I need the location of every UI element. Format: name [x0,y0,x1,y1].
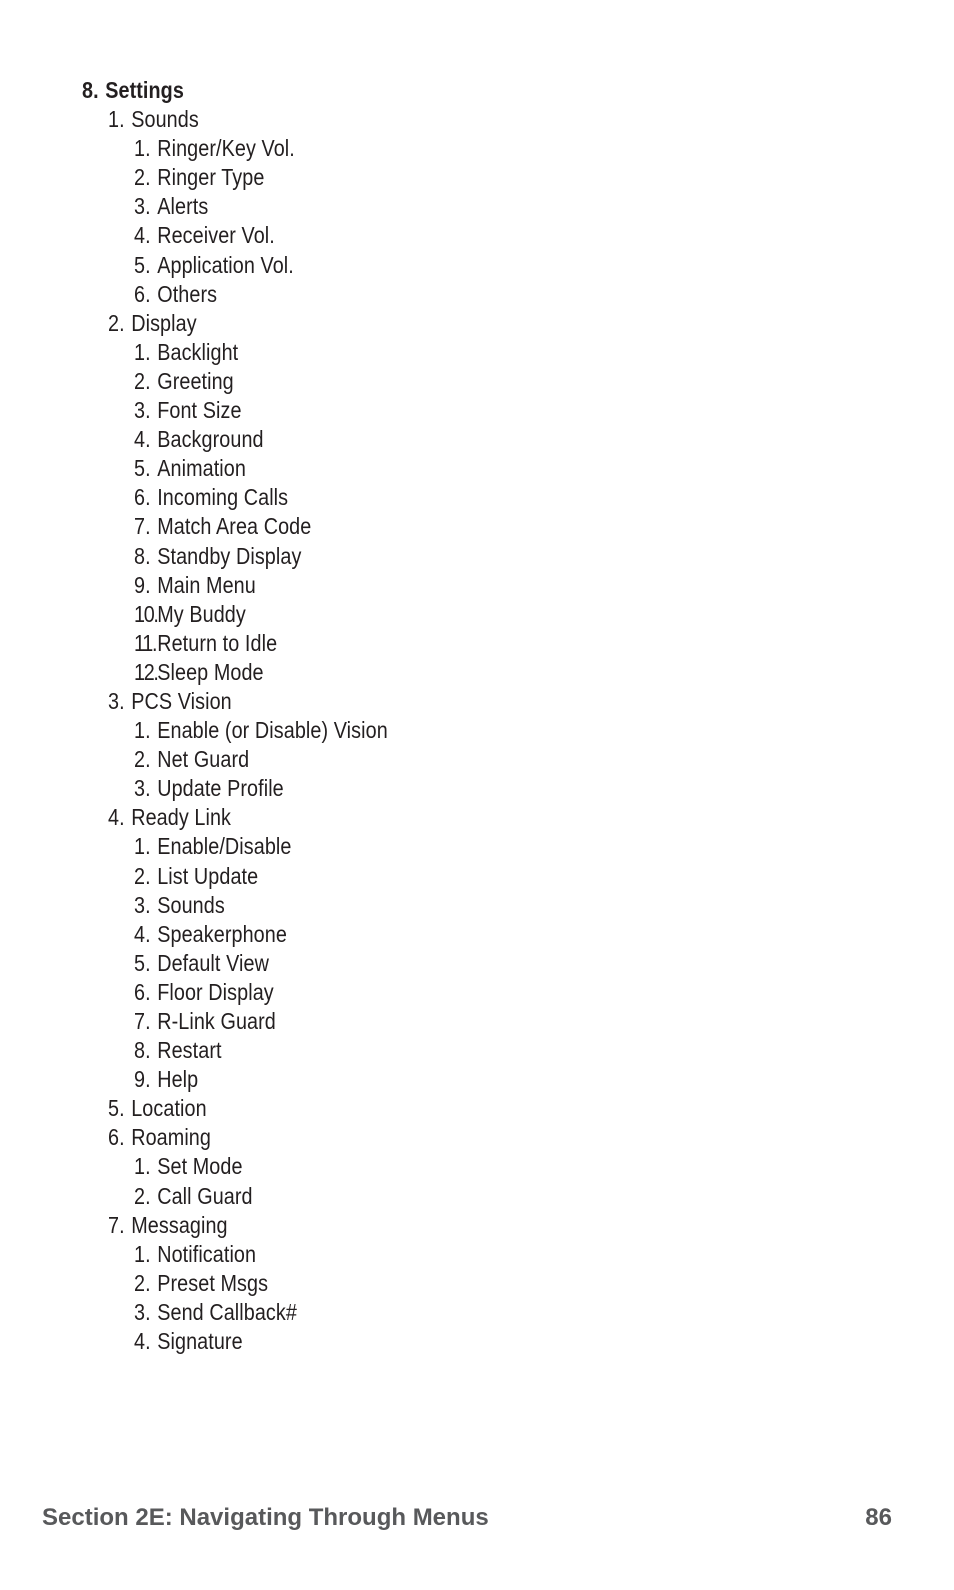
submenu-option-number: 6. [134,978,151,1005]
submenu-option-number: 9. [134,571,151,598]
submenu-option [134,454,388,483]
submenu-option [134,542,388,571]
submenu-option-label: Others [157,280,218,307]
submenu-option [134,716,388,745]
submenu-option-label: Set Mode [157,1153,243,1180]
submenu-option [134,134,388,163]
submenu-option [134,1007,388,1036]
submenu-option-number: 3. [134,775,151,802]
submenu-option-number: 7. [134,1008,151,1034]
submenu-item [108,1123,384,1152]
submenu-option-label: Match Area Code [157,513,312,540]
submenu-option [134,949,388,978]
submenu-option-label: Backlight [157,338,239,365]
submenu-option-label: Application Vol. [157,251,294,278]
submenu-option-label: Net Guard [157,746,250,773]
settings-menu-outline [82,76,429,1356]
submenu-option-number: 5. [134,949,151,976]
submenu-option-number: 3. [134,891,151,918]
submenu-item-label: Display [131,309,197,336]
submenu-item-label: Roaming [131,1124,211,1151]
submenu-item-number: 7. [108,1211,125,1238]
submenu-option-number: 4. [134,1328,151,1355]
submenu-option-label: Enable/Disable [157,833,292,860]
submenu-option-label: Alerts [157,193,209,220]
submenu-option-number: 8. [134,1037,151,1064]
submenu-option-label: Background [157,426,264,453]
submenu-option-label: Receiver Vol. [157,222,275,249]
submenu-option [134,658,388,687]
submenu-item-label: PCS Vision [131,687,232,714]
submenu-option-number: 1. [134,1240,151,1267]
submenu-item-label: Messaging [131,1211,228,1238]
submenu-option-label: Return to Idle [157,629,278,656]
submenu-option [134,978,388,1007]
submenu-option [134,920,388,949]
submenu-option [134,891,388,920]
submenu-item-number: 2. [108,309,125,336]
submenu-option-label: Floor Display [157,978,274,1005]
submenu-option-label: Animation [157,455,246,482]
submenu-item [108,309,384,338]
submenu-option-label: Ringer/Key Vol. [157,135,295,162]
page-footer [42,1504,892,1536]
submenu-option-number: 9. [134,1066,151,1093]
submenu-option-number: 1. [134,338,151,365]
submenu-item [108,687,384,716]
submenu-option-number: 4. [134,920,151,947]
submenu-option [134,425,388,454]
submenu-option [134,221,388,250]
submenu-option-label: Restart [157,1037,222,1064]
menu-heading-number: 8. [82,77,99,103]
submenu-option-number: 5. [134,251,151,278]
submenu-option-label: Greeting [157,367,234,394]
submenu-option-label: List Update [157,862,259,889]
submenu-item [108,105,384,134]
submenu-item-number: 6. [108,1124,125,1151]
page-number: 86 [865,1504,892,1531]
submenu-option-number: 4. [134,222,151,249]
submenu-option [134,1182,388,1211]
submenu-option-label: Call Guard [157,1182,253,1209]
submenu-item-label: Sounds [131,106,199,133]
submenu-option [134,280,388,309]
submenu-option-number: 2. [134,367,151,394]
submenu-option-number: 3. [134,193,151,220]
submenu-option-label: Speakerphone [157,920,287,947]
submenu-option-number: 12. [134,658,158,685]
submenu-option-label: Default View [157,949,269,976]
submenu-item-number: 5. [108,1095,125,1122]
submenu-option-number: 1. [134,717,151,744]
submenu-option-label: R-Link Guard [157,1008,276,1034]
submenu-option-number: 2. [134,164,151,191]
submenu-option [134,1298,388,1327]
submenu-option-number: 6. [134,280,151,307]
submenu-option-label: Ringer Type [157,164,265,191]
submenu-option-number: 6. [134,484,151,511]
submenu-option-number: 1. [134,1153,151,1180]
submenu-option [134,1327,388,1356]
submenu-option-number: 1. [134,135,151,162]
submenu-option-number: 3. [134,397,151,424]
submenu-option-label: Help [157,1066,199,1093]
submenu-item [108,1211,384,1240]
submenu-item [108,803,384,832]
submenu-option [134,1240,388,1269]
submenu-option [134,396,388,425]
submenu-option-label: Standby Display [157,542,302,569]
submenu-option-label: Send Callback# [157,1298,297,1325]
submenu-option [134,862,388,891]
submenu-option-number: 3. [134,1298,151,1325]
submenu-option [134,629,388,658]
submenu-option [134,483,388,512]
submenu-option-number: 7. [134,513,151,540]
section-title: Section 2E: Navigating Through Menus [42,1504,489,1531]
submenu-option-label: My Buddy [157,600,246,627]
submenu-option [134,163,388,192]
submenu-option-label: Main Menu [157,571,256,598]
submenu-option-label: Sounds [157,891,225,918]
submenu-option-label: Incoming Calls [157,484,289,511]
submenu-option-label: Enable (or Disable) Vision [157,717,388,744]
menu-heading-title: Settings [105,77,184,103]
submenu-option-number: 2. [134,1182,151,1209]
submenu-option [134,1269,388,1298]
submenu-item-number: 4. [108,804,125,831]
submenu-option [134,338,388,367]
submenu-item-number: 1. [108,106,125,133]
submenu-option [134,745,388,774]
submenu-option-label: Signature [157,1328,243,1355]
submenu-option [134,774,388,803]
submenu-option-number: 11. [134,629,157,656]
menu-heading [82,76,381,105]
submenu-option-number: 2. [134,862,151,889]
submenu-option [134,832,388,861]
submenu-item-number: 3. [108,687,125,714]
submenu-option-label: Font Size [157,397,242,424]
submenu-option [134,367,388,396]
submenu-option-number: 2. [134,1269,151,1296]
submenu-option [134,571,388,600]
submenu-option [134,600,388,629]
submenu-option [134,1065,388,1094]
submenu-option-number: 8. [134,542,151,569]
submenu-option-number: 1. [134,833,151,860]
submenu-option-label: Notification [157,1240,257,1267]
submenu-option-number: 5. [134,455,151,482]
submenu-option-label: Preset Msgs [157,1269,269,1296]
submenu-option-number: 10. [134,600,158,627]
submenu-option-label: Update Profile [157,775,284,802]
submenu-option [134,512,388,541]
submenu-item [108,1094,384,1123]
submenu-option-label: Sleep Mode [157,658,264,685]
submenu-option-number: 2. [134,746,151,773]
submenu-option [134,1152,388,1181]
submenu-option [134,1036,388,1065]
submenu-item-label: Ready Link [131,804,232,831]
submenu-option [134,251,388,280]
submenu-option-number: 4. [134,426,151,453]
submenu-item-label: Location [131,1095,207,1122]
submenu-option [134,192,388,221]
